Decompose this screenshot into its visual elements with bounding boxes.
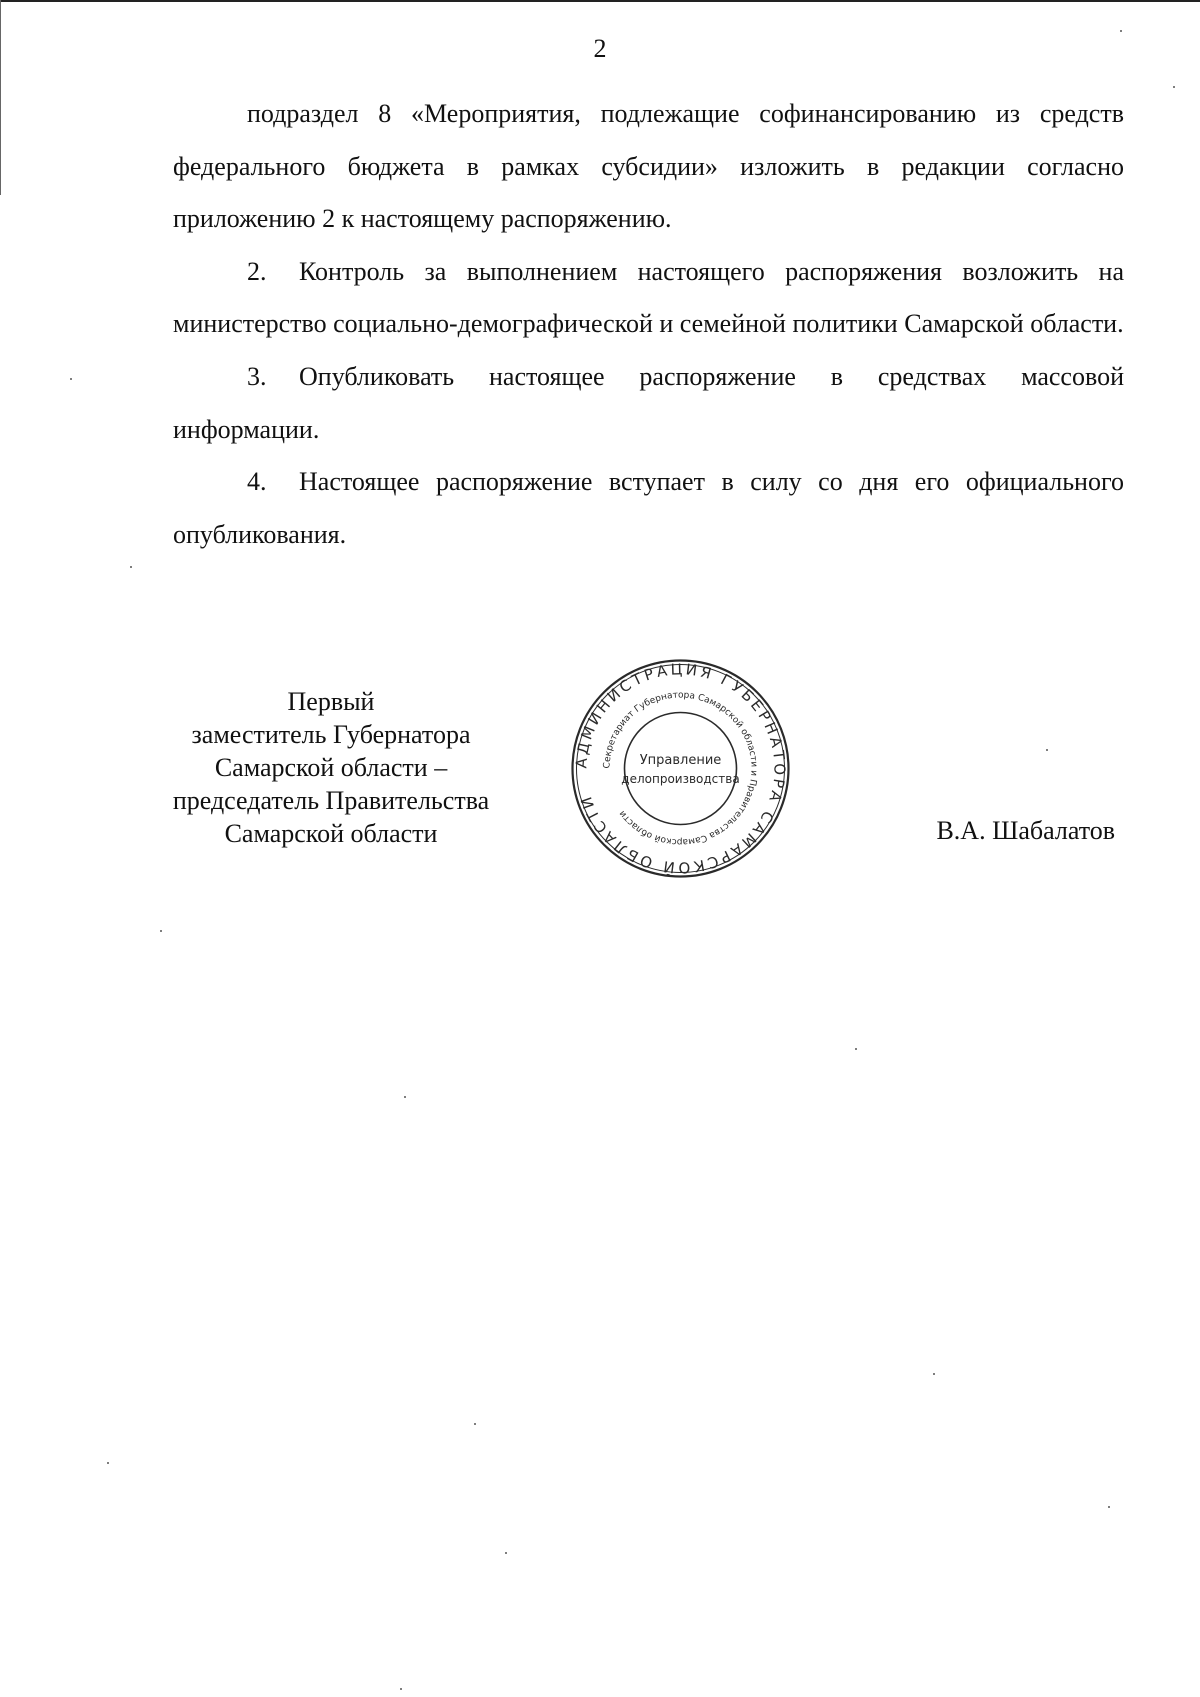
scan-speck (1108, 1506, 1110, 1508)
page-number: 2 (593, 34, 607, 63)
signer-position-line: Первый (287, 687, 375, 716)
scan-speck (404, 1096, 406, 1098)
item-text: Контроль за выполнением настоящего распоряжения возложить на министерство социально-демографической и семейной политики Самарской области. (173, 256, 1124, 339)
scan-speck (400, 1688, 402, 1690)
scan-speck (933, 1373, 935, 1375)
list-item-2 (173, 246, 1124, 351)
scan-speck (130, 566, 132, 568)
paragraph-line: федерального бюджета в рамках субсидии» изложить в редакции согласно (173, 151, 1124, 181)
stamp-center-line-2: делопроизводства (621, 772, 740, 786)
scan-speck (474, 1423, 476, 1425)
scan-speck (1120, 30, 1122, 32)
item-number: 4. (247, 467, 267, 497)
stamp-center-border (625, 713, 737, 825)
list-item-3 (173, 351, 1124, 456)
document-body (173, 88, 1124, 561)
page-top-border (0, 0, 1200, 2)
official-seal-stamp (568, 656, 793, 881)
paragraph-line: подраздел 8 «Мероприятия, подлежащие софинансированию из средств (247, 99, 1124, 128)
signer-position-line: Самарской области (224, 819, 438, 848)
item-text: Опубликовать настоящее распоряжение в средствах массовой информации. (173, 361, 1124, 444)
signer-position-line: Самарской области – (214, 753, 448, 782)
signer-position-line: председатель Правительства (172, 786, 490, 815)
signer-position-line: заместитель Губернатора (191, 720, 471, 749)
stamp-inner-ring-text: Секретариат Губернатора Самарской области и Правительства Самарской области (602, 690, 759, 847)
item-text: Настоящее распоряжение вступает в силу со дня его официального опубликования. (173, 467, 1124, 549)
scan-speck (160, 930, 162, 932)
scan-speck (855, 1048, 857, 1050)
stamp-outer-text: АДМИНИСТРАЦИЯ ГУБЕРНАТОРА САМАРСКОЙ ОБЛАСТИ (572, 660, 789, 877)
signer-position (145, 685, 517, 850)
paragraph-subsection-8 (173, 88, 1124, 246)
scan-speck (505, 1552, 507, 1554)
scan-speck (1046, 749, 1048, 751)
paragraph-line: приложению 2 к настоящему распоряжению. (173, 204, 672, 234)
scan-speck (1173, 86, 1175, 88)
scan-speck (70, 378, 72, 380)
scan-speck (107, 1462, 109, 1464)
signer-name: В.А. Шабалатов (936, 816, 1115, 845)
page-left-edge (0, 0, 1, 195)
stamp-center-line-1: Управление (639, 753, 722, 768)
item-number: 2. (247, 256, 267, 286)
list-item-4 (173, 456, 1124, 561)
item-number: 3. (247, 361, 267, 391)
